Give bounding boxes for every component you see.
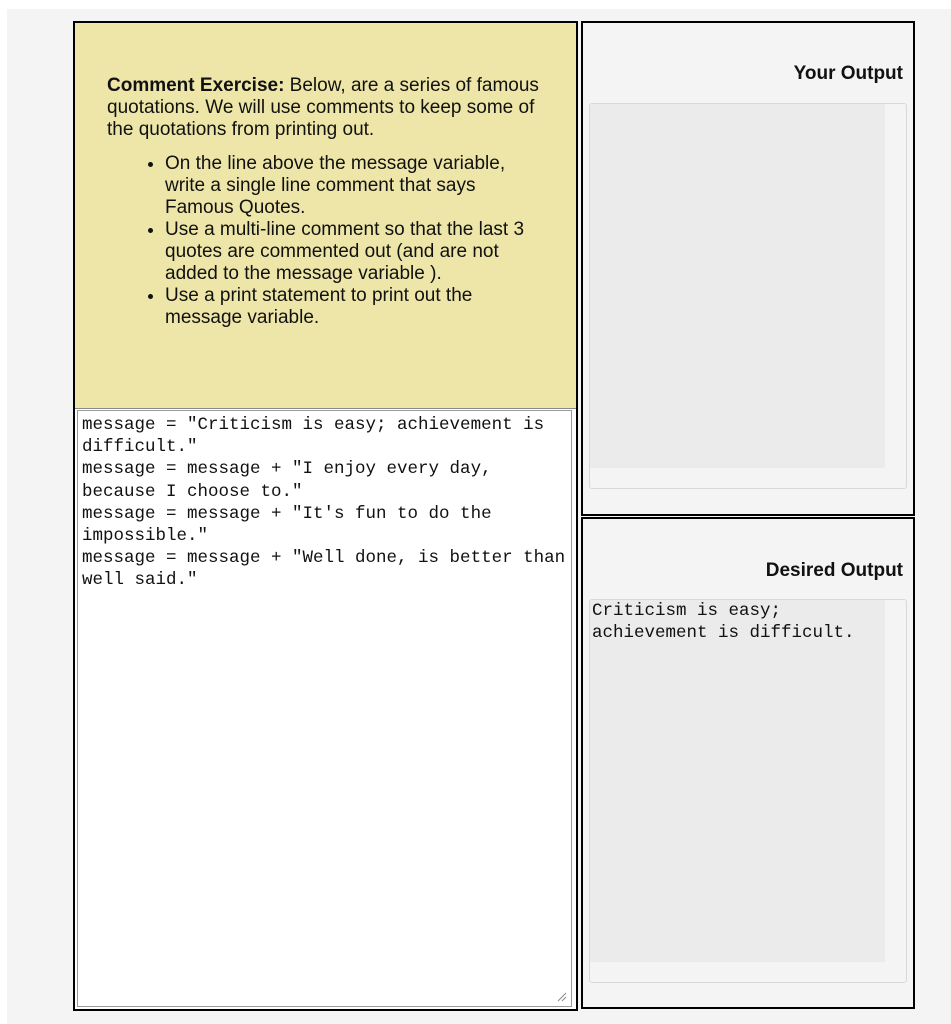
desired-output-panel	[581, 517, 915, 1009]
instructions-heading: Comment Exercise:	[107, 75, 285, 96]
your-output-box	[589, 103, 907, 489]
instructions-bullet: • On the line above the message variable, write a single line comment that says Famous Quotes.	[165, 153, 547, 219]
code-line[interactable]: message = message + "I enjoy every day, because I choose to."	[82, 459, 503, 502]
your-output-panel	[581, 21, 915, 516]
code-line[interactable]: message = message + "It's fun to do the impossible."	[82, 503, 503, 547]
code-line[interactable]: message = message + "Well done, is better than well said."	[82, 548, 576, 591]
instructions-bullet: • Use a print statement to print out the message variable.	[165, 285, 547, 329]
code-line[interactable]: message = "Criticism is easy; achievement is difficult."	[82, 415, 555, 458]
instructions-intro: Below, are a series of famous quotations. We will use comments to keep some of the quotations from printing out.	[107, 75, 539, 140]
instructions-text	[107, 75, 547, 329]
exercise-panel	[73, 21, 578, 1011]
instructions-list	[107, 153, 547, 329]
desired-output-text: Criticism is easy; achievement is difficult.	[590, 600, 885, 962]
your-output-title: Your Output	[793, 63, 903, 84]
desired-output-title: Desired Output	[765, 560, 903, 581]
instructions-box	[75, 23, 576, 409]
resize-handle-icon[interactable]	[557, 992, 567, 1002]
your-output-text	[590, 104, 885, 468]
instructions-bullet: • Use a multi-line comment so that the last 3 quotes are commented out (and are not added to the message variable ).	[165, 219, 547, 285]
code-editor[interactable]	[77, 410, 576, 1007]
desired-output-box	[589, 599, 907, 983]
